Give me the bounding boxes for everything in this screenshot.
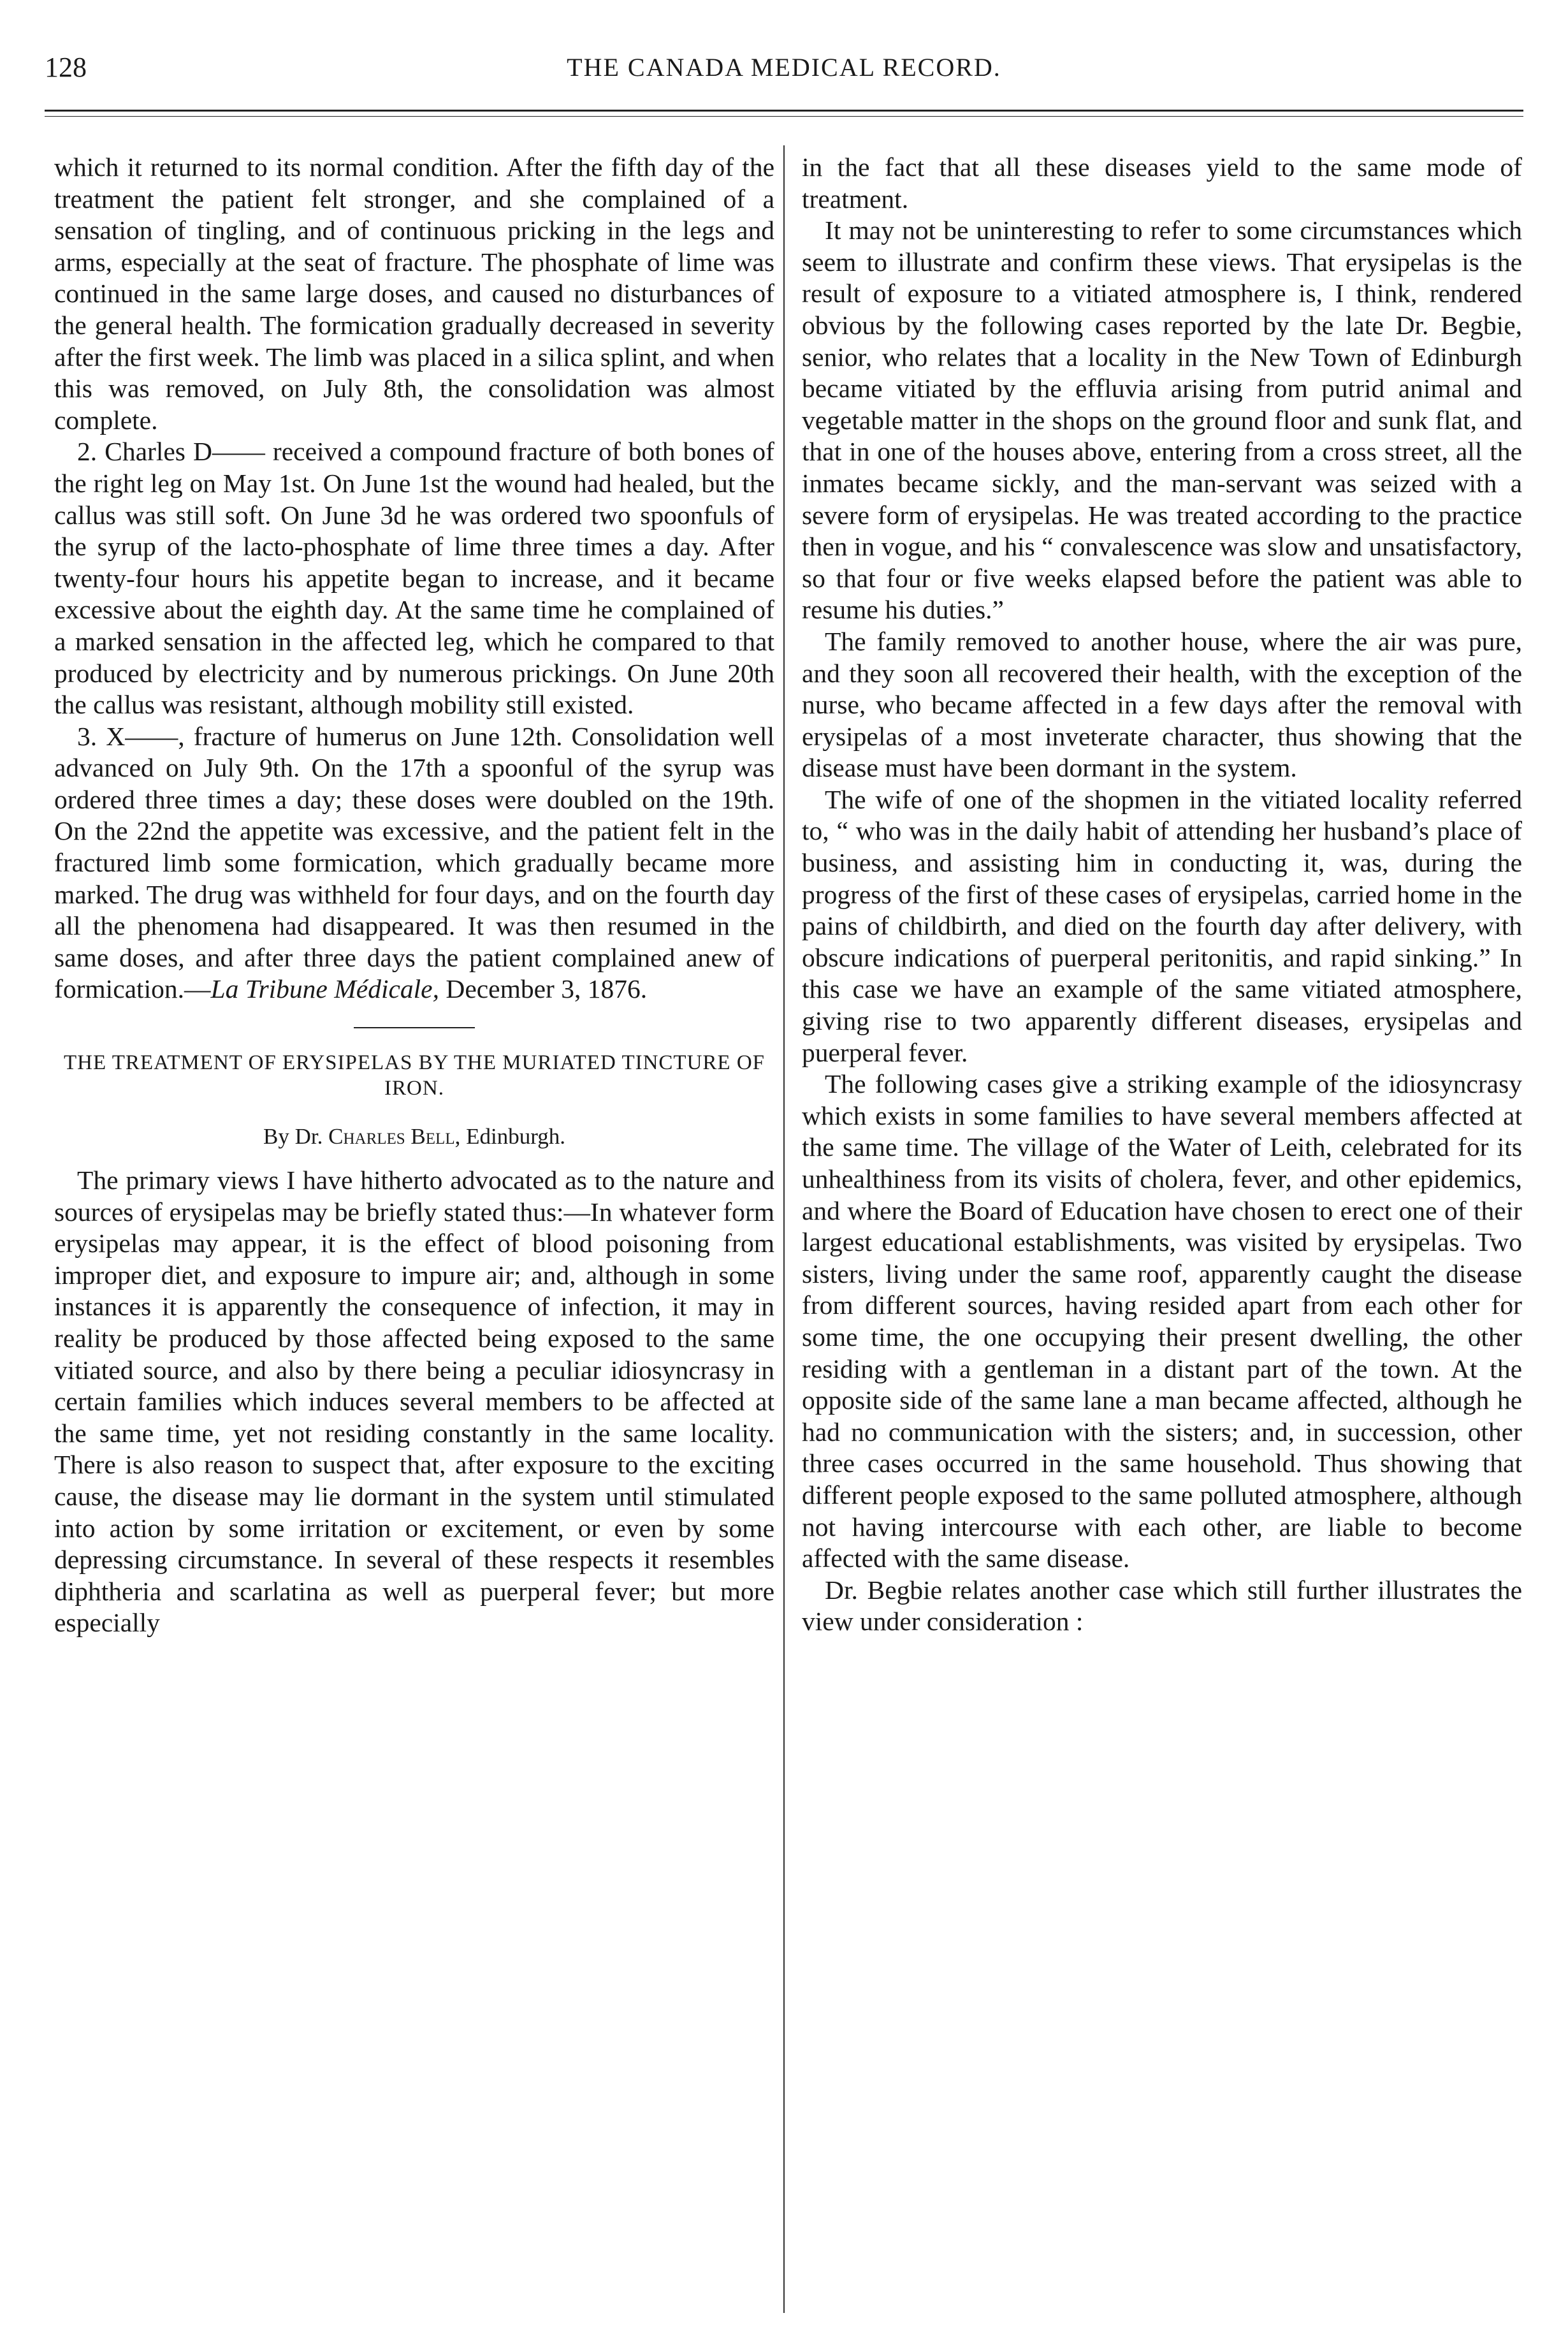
byline-prefix: By Dr. <box>263 1124 323 1149</box>
citation-date: December 3, 1876. <box>446 974 648 1004</box>
article-title: THE TREATMENT OF ERYSIPELAS BY THE MURIATED TINCTURE OF IRON. <box>63 1051 766 1100</box>
author-location: Edinburgh. <box>466 1124 565 1149</box>
paragraph-text: 3. X——, fracture of humerus on June 12th. Consolidation well advanced on July 9th. On the 17th a spoonful of the syrup was ordered three times a day; these doses were doubled on the 19th. On the 22nd the appetite was excessive, and the patient felt in the fractured limb some formication, which gradually became more marked. The drug was withheld for four days, and on the fourth day all the phenomena had disappeared. It was then resumed in the same doses, and after three days the patient complained anew of formication.— <box>54 721 774 1004</box>
page-header <box>45 45 1523 102</box>
paragraph: which it returned to its normal condition. After the fifth day of the treatment the patient felt stronger, and she complained of a sensation of tingling, and of continuous pricking in the legs and arms, especially at the seat of fracture. The phosphate of lime was continued in the same large doses, and caused no disturbances of the general health. The formication gradually decreased in severity after the first week. The limb was placed in a silica splint, and when this was removed, on July 8th, the consolidation was almost complete. <box>54 152 774 435</box>
paragraph: The following cases give a striking example of the idiosyncrasy which exists in some families to have several members affected at the same time. The village of the Water of Leith, celebrated for its unhealthiness from its visits of cholera, fever, and other epidemics, and where the Board of Education have chosen to erect one of their largest educational establishments, was visited by erysipelas. Two sisters, living under the same roof, apparently caught the disease from different sources, having resided apart from each other for some time, the one occupying their present dwelling, the other residing with a gentleman in a distant part of the town. At the opposite side of the same lane a man became affected, although he had no communication with the sisters; and, in succession, other three cases occurred in the same household. Thus showing that different people exposed to the same polluted atmosphere, although not having intercourse with each other, are liable to become affected with the same disease. <box>802 1069 1522 1573</box>
source-citation: La Tribune Médicale, <box>210 974 439 1004</box>
author-name: Charles Bell, <box>328 1124 461 1149</box>
right-column <box>802 152 1522 1638</box>
paragraph: The family removed to another house, where the air was pure, and they soon all recovered their health, with the exception of the nurse, who became affected in a few days after the removal with erysipelas of a most inveterate character, thus showing that the disease must have been dormant in the system. <box>802 626 1522 783</box>
paragraph: Dr. Begbie relates another case which still further illustrates the view under consideration : <box>802 1575 1522 1637</box>
running-title: THE CANADA MEDICAL RECORD. <box>567 53 1001 82</box>
paragraph: It may not be uninteresting to refer to some circumstances which seem to illustrate and confirm these views. That erysipelas is the result of exposure to a vitiated atmosphere is, I think, rendered obvious by the following cases reported by the late Dr. Begbie, senior, who relates that a locality in the New Town of Edinburgh became vitiated by the effluvia arising from putrid animal and vegetable matter in the shops on the ground floor and sunk flat, and that in one of the houses above, entering from a cross street, all the inmates became sickly, and the man-servant was seized with a severe form of erysipelas. He was treated according to the practice then in vogue, and his “ convalescence was slow and unsatisfactory, so that four or five weeks elapsed before the patient was able to resume his duties.” <box>802 215 1522 625</box>
left-column <box>54 152 774 1639</box>
page-number: 128 <box>45 52 87 83</box>
section-divider <box>354 1027 475 1028</box>
header-rule <box>45 110 1523 112</box>
paragraph: in the fact that all these diseases yield to the same mode of treatment. <box>802 152 1522 214</box>
paragraph: The primary views I have hitherto advocated as to the nature and sources of erysipelas may be briefly stated thus:—In whatever form erysipelas may appear, it is the effect of blood poisoning from improper diet, and exposure to impure air; and, although in some instances it is apparently the consequence of infection, it may in reality be produced by those affected being exposed to the same vitiated source, and also by there being a peculiar idiosyncrasy in certain families which induces several members to be affected at the same time, yet not residing constantly in the same locality. There is also reason to suspect that, after exposure to the exciting cause, the disease may lie dormant in the system until stimulated into action by some irritation or excitement, or even by some depressing circumstance. In several of these respects it resembles diphtheria and scarlatina as well as puerperal fever; but more especially <box>54 1165 774 1638</box>
header-rule-thin <box>45 116 1523 117</box>
paragraph <box>54 721 774 1005</box>
paragraph: The wife of one of the shopmen in the vitiated locality referred to, “ who was in the daily habit of attending her husband’s place of business, and assisting him in conducting it, was, during the progress of the first of these cases of erysipelas, carried home in the pains of childbirth, and died on the fourth day after delivery, with obscure indications of puerperal peritonitis, and rapid sinking.” In this case we have an example of the same vitiated atmosphere, giving rise to two apparently different diseases, erysipelas and puerperal fever. <box>802 784 1522 1067</box>
paragraph: 2. Charles D—— received a compound fracture of both bones of the right leg on May 1st. On June 1st the wound had healed, but the callus was still soft. On June 3d he was ordered two spoonfuls of the syrup of the lacto-phosphate of lime three times a day. After twenty-four hours his appetite began to increase, and it became excessive about the eighth day. At the same time he complained of a marked sensation in the affected leg, which he compared to that produced by electricity and by numerous prickings. On June 20th the callus was resistant, although mobility still existed. <box>54 437 774 720</box>
column-divider <box>783 145 785 2313</box>
article-byline <box>54 1123 774 1151</box>
